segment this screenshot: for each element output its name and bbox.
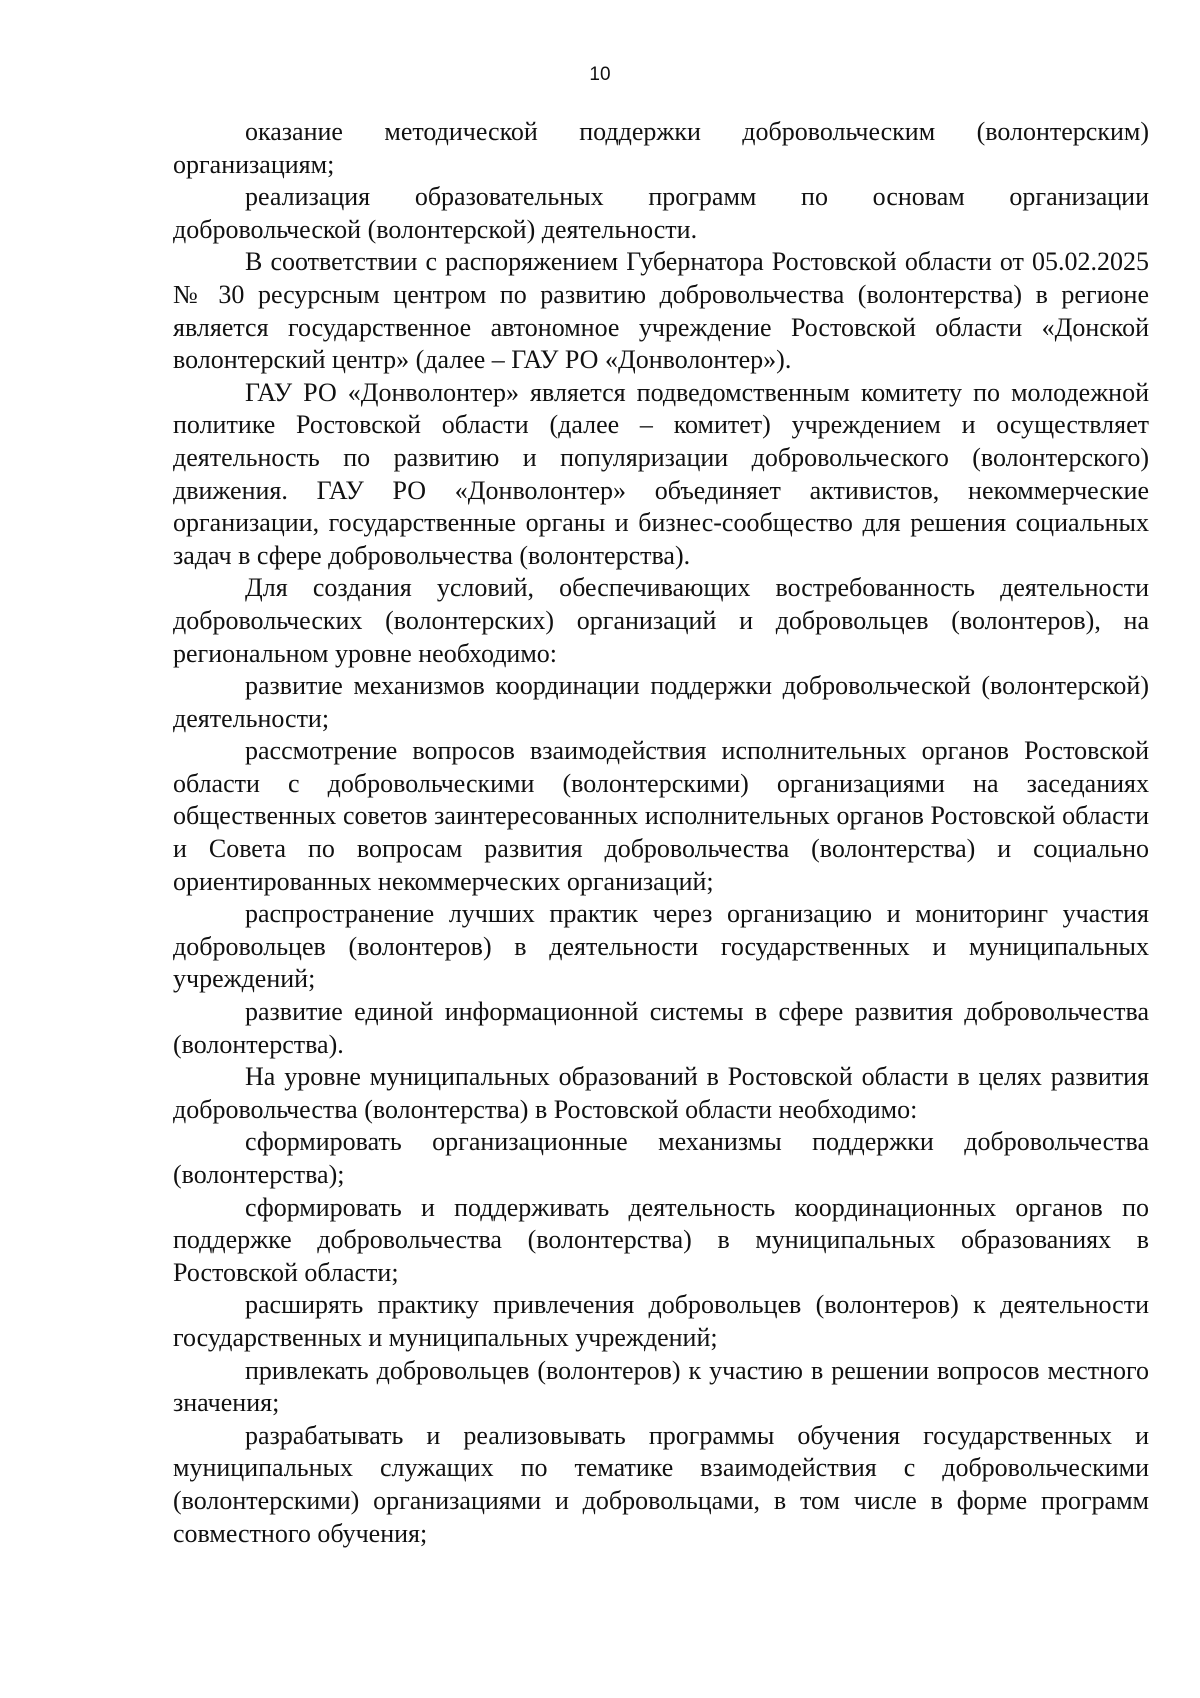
- paragraph: В соответствии с распоряжением Губернатора Ростовской области от 05.02.2025 № 30 ресурсным центром по развитию добровольчества (волонтерства) в регионе является государственное автономное учреждение Ростовской области «Донской волонтерский центр» (далее – ГАУ РО «Донволонтер»).: [173, 247, 1149, 375]
- paragraph: Для создания условий, обеспечивающих востребованность деятельности добровольческих (волонтерских) организаций и добровольцев (волонтеров), на региональном уровне необходимо:: [173, 573, 1149, 668]
- paragraph: развитие единой информационной системы в сфере развития добровольчества (волонтерства).: [173, 997, 1149, 1059]
- paragraph: привлекать добровольцев (волонтеров) к участию в решении вопросов местного значения;: [173, 1355, 1149, 1418]
- paragraph: расширять практику привлечения добровольцев (волонтеров) к деятельности государственных и муниципальных учреждений;: [173, 1290, 1149, 1352]
- paragraph: разрабатывать и реализовывать программы обучения государственных и муниципальных служащих по тематике взаимодействия с добровольческими (волонтерскими) организациями и добровольцами, в том числе в форме программ совместного обучения;: [173, 1420, 1149, 1548]
- paragraph: На уровне муниципальных образований в Ростовской области в целях развития добровольчества (волонтерства) в Ростовской области необходимо:: [173, 1062, 1149, 1124]
- paragraph: сформировать и поддерживать деятельность координационных органов по поддержке добровольчества (волонтерства) в муниципальных образованиях в Ростовской области;: [173, 1192, 1149, 1287]
- paragraph: сформировать организационные механизмы поддержки добровольчества (волонтерства);: [173, 1127, 1149, 1189]
- page-number: 10: [589, 64, 611, 85]
- paragraph: рассмотрение вопросов взаимодействия исполнительных органов Ростовской области с добровольческими (волонтерскими) организациями на заседаниях общественных советов заинтересованных исполнительных органов Ростовской области и Совета по вопросам развития добровольчества (волонтерства) и социально ориентированных некоммерческих организаций;: [173, 736, 1149, 896]
- paragraph: развитие механизмов координации поддержки добровольческой (волонтерской) деятельности;: [173, 671, 1149, 733]
- document-body: [173, 116, 1149, 1550]
- paragraph: распространение лучших практик через организацию и мониторинг участия добровольцев (волонтеров) в деятельности государственных и муниципальных учреждений;: [173, 899, 1149, 994]
- paragraph: реализация образовательных программ по основам организации добровольческой (волонтерской) деятельности.: [173, 182, 1149, 244]
- paragraph: оказание методической поддержки добровольческим (волонтерским) организациям;: [173, 117, 1149, 179]
- paragraph: ГАУ РО «Донволонтер» является подведомственным комитету по молодежной политике Ростовской области (далее – комитет) учреждением и осуществляет деятельность по развитию и популяризации добровольческого (волонтерского) движения. ГАУ РО «Донволонтер» объединяет активистов, некоммерческие организации, государственные органы и бизнес-сообщество для решения социальных задач в сфере добровольчества (волонтерства).: [173, 377, 1149, 570]
